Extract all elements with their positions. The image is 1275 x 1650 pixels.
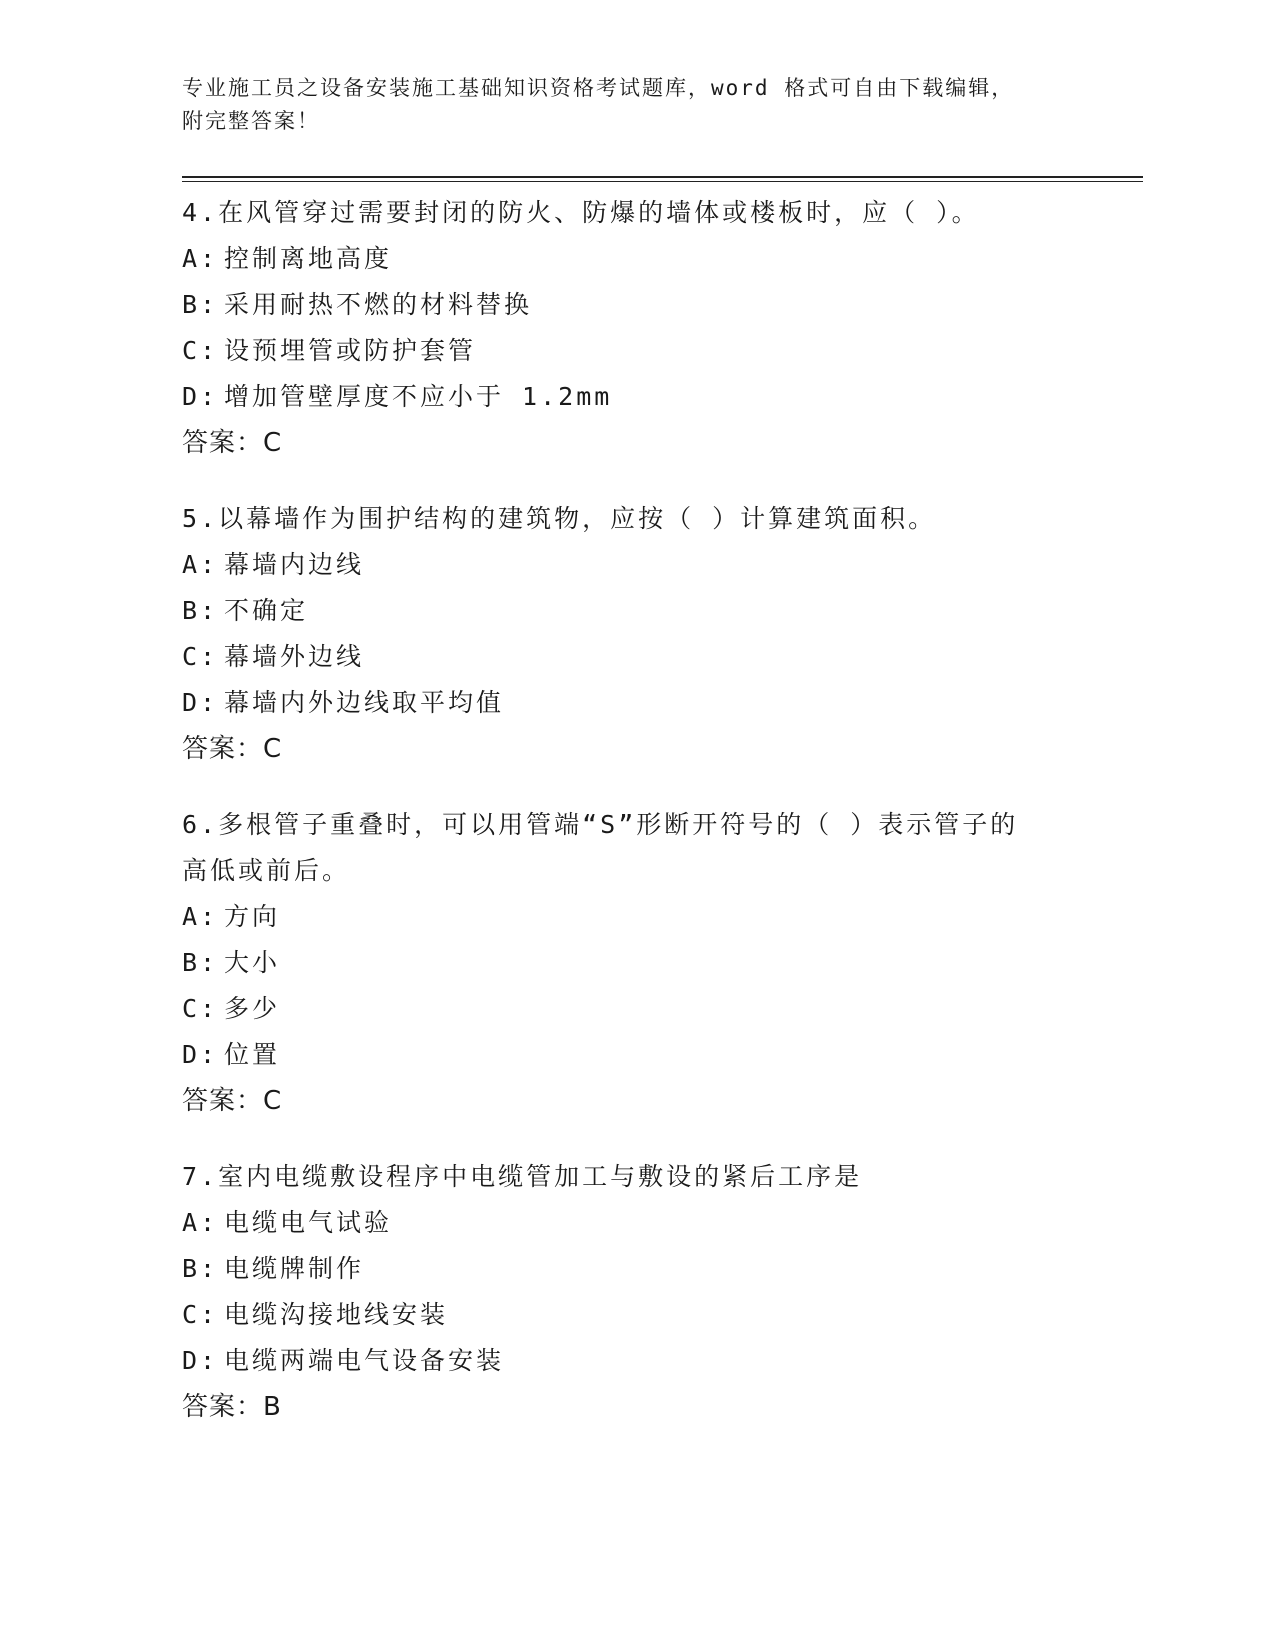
- answer-line: 答案：C: [182, 428, 283, 458]
- option-letter: B:: [182, 596, 219, 625]
- header-divider-thin: [182, 181, 1143, 182]
- option-d: [182, 680, 1082, 726]
- question-stem: 5.以幕墙作为围护结构的建筑物，应按（ ）计算建筑面积。: [182, 504, 937, 533]
- option-b: [182, 588, 1082, 634]
- option-letter: C:: [182, 1300, 219, 1329]
- option-text: 采用耐热不燃的材料替换: [224, 290, 533, 319]
- option-d: [182, 374, 1082, 420]
- option-letter: C:: [182, 336, 219, 365]
- option-a: [182, 894, 1082, 940]
- option-letter: B:: [182, 1254, 219, 1283]
- option-a: [182, 542, 1082, 588]
- header-divider-thick: [182, 176, 1143, 178]
- option-d: [182, 1032, 1082, 1078]
- option-text: 位置: [224, 1040, 281, 1069]
- option-letter: A:: [182, 1208, 219, 1237]
- option-letter: C:: [182, 642, 219, 671]
- option-c: [182, 634, 1082, 680]
- option-letter: D:: [182, 688, 219, 717]
- document-header: [182, 72, 1082, 138]
- option-letter: D:: [182, 382, 219, 411]
- question-6: [182, 802, 1082, 1124]
- option-letter: D:: [182, 1346, 219, 1375]
- question-stem: 6.多根管子重叠时，可以用管端“S”形断开符号的（ ）表示管子的: [182, 810, 1019, 839]
- option-text: 电缆电气试验: [224, 1208, 393, 1237]
- header-line-1: 专业施工员之设备安装施工基础知识资格考试题库，word 格式可自由下载编辑，: [182, 76, 1015, 100]
- option-letter: A:: [182, 550, 219, 579]
- option-text: 电缆沟接地线安装: [224, 1300, 449, 1329]
- option-b: [182, 282, 1082, 328]
- option-letter: B:: [182, 290, 219, 319]
- option-text: 大小: [224, 948, 281, 977]
- answer-line: 答案：B: [182, 1392, 282, 1422]
- option-b: [182, 1246, 1082, 1292]
- answer-line: 答案：C: [182, 1086, 283, 1116]
- option-a: [182, 236, 1082, 282]
- option-c: [182, 328, 1082, 374]
- option-b: [182, 940, 1082, 986]
- question-4: [182, 190, 1082, 466]
- header-line-2: 附完整答案！: [182, 109, 320, 133]
- option-letter: A:: [182, 244, 219, 273]
- question-stem: 4.在风管穿过需要封闭的防火、防爆的墙体或楼板时，应（ ）。: [182, 198, 980, 227]
- option-text: 幕墙内外边线取平均值: [224, 688, 505, 717]
- option-letter: B:: [182, 948, 219, 977]
- option-text: 设预埋管或防护套管: [224, 336, 477, 365]
- option-c: [182, 986, 1082, 1032]
- option-c: [182, 1292, 1082, 1338]
- option-text: 多少: [224, 994, 281, 1023]
- option-text: 电缆牌制作: [224, 1254, 365, 1283]
- option-d: [182, 1338, 1082, 1384]
- option-text: 幕墙外边线: [224, 642, 365, 671]
- option-text: 增加管壁厚度不应小于 1.2mm: [224, 382, 613, 411]
- question-stem: 7.室内电缆敷设程序中电缆管加工与敷设的紧后工序是: [182, 1162, 863, 1191]
- question-list: [182, 190, 1082, 1460]
- question-5: [182, 496, 1082, 772]
- question-stem-continued: 高低或前后。: [182, 856, 351, 885]
- option-text: 电缆两端电气设备安装: [224, 1346, 505, 1375]
- option-text: 控制离地高度: [224, 244, 393, 273]
- answer-line: 答案：C: [182, 734, 283, 764]
- option-a: [182, 1200, 1082, 1246]
- option-letter: C:: [182, 994, 219, 1023]
- option-letter: D:: [182, 1040, 219, 1069]
- option-text: 幕墙内边线: [224, 550, 365, 579]
- option-text: 方向: [224, 902, 281, 931]
- question-7: [182, 1154, 1082, 1430]
- option-text: 不确定: [224, 596, 309, 625]
- option-letter: A:: [182, 902, 219, 931]
